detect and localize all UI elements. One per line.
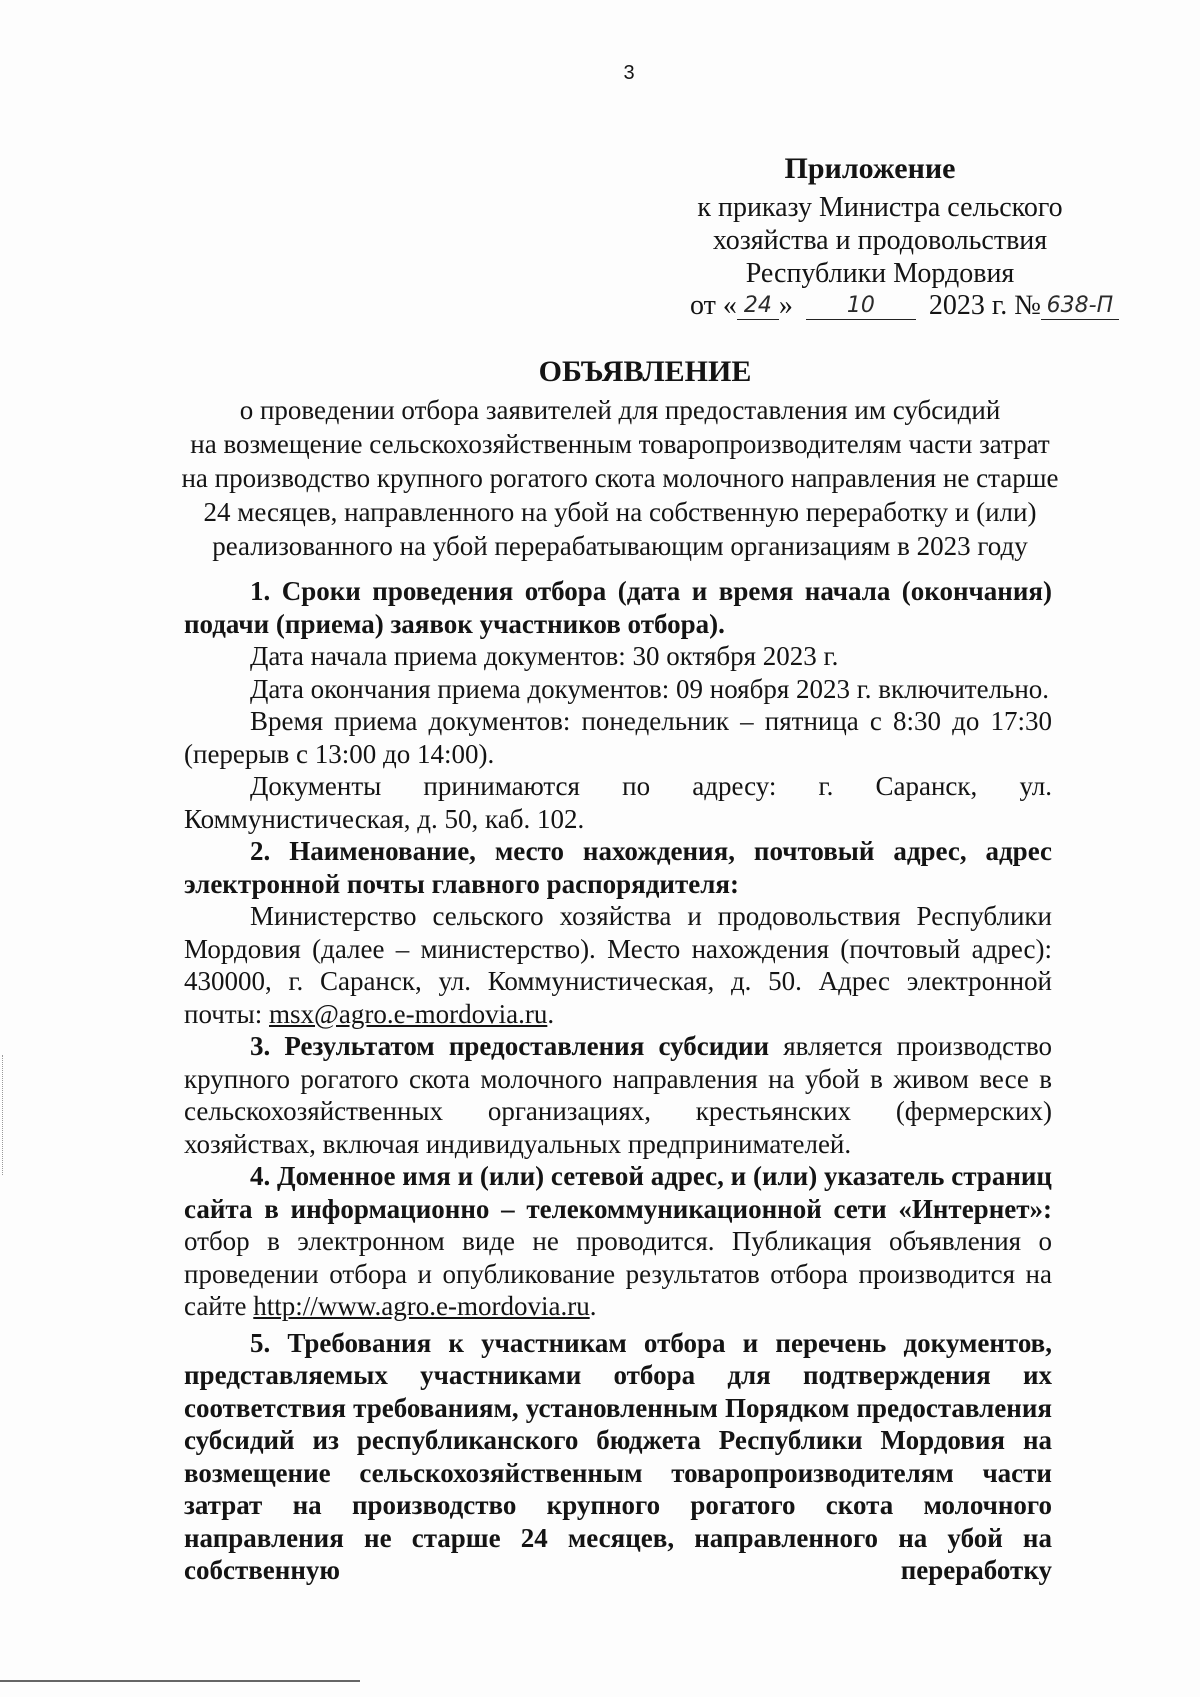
section-1-address: Документы принимаются по адресу: г. Саранск, ул. Коммунистическая, д. 50, каб. 102. [184, 771, 1052, 834]
order-mid: » [778, 290, 793, 321]
section-4-text: отбор в электронном виде не проводится. Публикация объявления о проведении отбора и опубликование результатов отбора производится на сайте [184, 1226, 1052, 1321]
section-2-body: Министерство сельского хозяйства и продовольствия Республики Мордовия (далее – министерство). Место нахождения (почтовый адрес): 430000, г. Саранск, ул. Коммунистическая, д. 50. Адрес электронной почты: [184, 901, 1052, 1029]
order-prefix: от « [690, 290, 737, 321]
section-1-end-date: Дата окончания приема документов: 09 ноября 2023 г. включительно. [250, 673, 1050, 704]
section-1-start-date: Дата начала приема документов: 30 октября 2023 г. [250, 641, 839, 671]
appendix-line-3: Республики Мордовия [745, 258, 1015, 289]
scan-margin-mark [2, 1055, 6, 1175]
order-date-number [690, 290, 1119, 322]
website-link[interactable]: http://www.agro.e-mordovia.ru [253, 1291, 590, 1321]
email-link[interactable]: msx@agro.e-mordovia.ru [269, 998, 548, 1029]
section-2-heading: 2. Наименование, место нахождения, почтовый адрес, адрес электронной почты главного распорядителя: [184, 836, 1052, 899]
order-number-handwritten: 638-П [1041, 293, 1119, 320]
section-4-heading: 4. Доменное имя и (или) сетевой адрес, и (или) указатель страниц сайта в информационно – телекоммуникационной сети «Интернет»: [184, 1161, 1052, 1224]
order-year: 2023 г. № [928, 290, 1041, 321]
scan-bottom-edge [0, 1680, 360, 1682]
subtitle-line: 24 месяцев, направленного на убой на собственную переработку и (или) [203, 497, 1037, 527]
subtitle-line: реализованного на убой перерабатывающим организациям в 2023 году [212, 531, 1028, 561]
subtitle-line: о проведении отбора заявителей для предоставления им субсидий [239, 395, 1001, 425]
section-3-heading: 3. Результатом предоставления субсидии [250, 1031, 770, 1061]
order-day-handwritten: 24 [737, 293, 779, 320]
appendix-line-2: хозяйства и продовольствия [712, 225, 1048, 256]
appendix-block [640, 152, 1120, 290]
document-title: ОБЪЯВЛЕНИЕ [538, 355, 752, 388]
subtitle-line: на производство крупного рогатого скота молочного направления не старше [181, 463, 1059, 493]
document-subtitle [180, 393, 1060, 563]
section-1-time: Время приема документов: понедельник – пятница с 8:30 до 17:30 (перерыв с 13:00 до 14:00). [184, 706, 1052, 769]
section-4-paragraph [184, 1160, 1052, 1323]
subtitle-line: на возмещение сельскохозяйственным товаропроизводителям части затрат [190, 429, 1050, 459]
appendix-line-1: к приказу Министра сельского [697, 192, 1063, 223]
document-body [184, 575, 1052, 1587]
section-3-paragraph [184, 1030, 1052, 1160]
section-2-text [184, 900, 1052, 1030]
section-5-heading: 5. Требования к участникам отбора и перечень документов, представляемых участниками отбора для подтверждения их соответствия требованиям, установленным Порядком предоставления субсидий из республиканского бюджета Республики Мордовия на возмещение сельскохозяйственным товаропроизводителям части затрат на производство крупного рогатого скота молочного направления не старше 24 месяцев, направленного на убой на собственную переработку [184, 1327, 1052, 1585]
section-4-tail: . [589, 1291, 597, 1321]
page-number: 3 [623, 62, 635, 84]
section-3-text: является производство крупного рогатого скота молочного направления на убой в живом весе в сельскохозяйственных организациях, крестьянских (фермерских) хозяйствах, включая индивидуальных предпринимателей. [184, 1031, 1053, 1159]
order-month-handwritten: 10 [806, 293, 916, 320]
appendix-title: Приложение [784, 152, 956, 185]
section-1-heading: 1. Сроки проведения отбора (дата и время начала (окончания) подачи (приема) заявок участников отбора). [184, 576, 1052, 639]
section-2-tail: . [547, 998, 555, 1029]
